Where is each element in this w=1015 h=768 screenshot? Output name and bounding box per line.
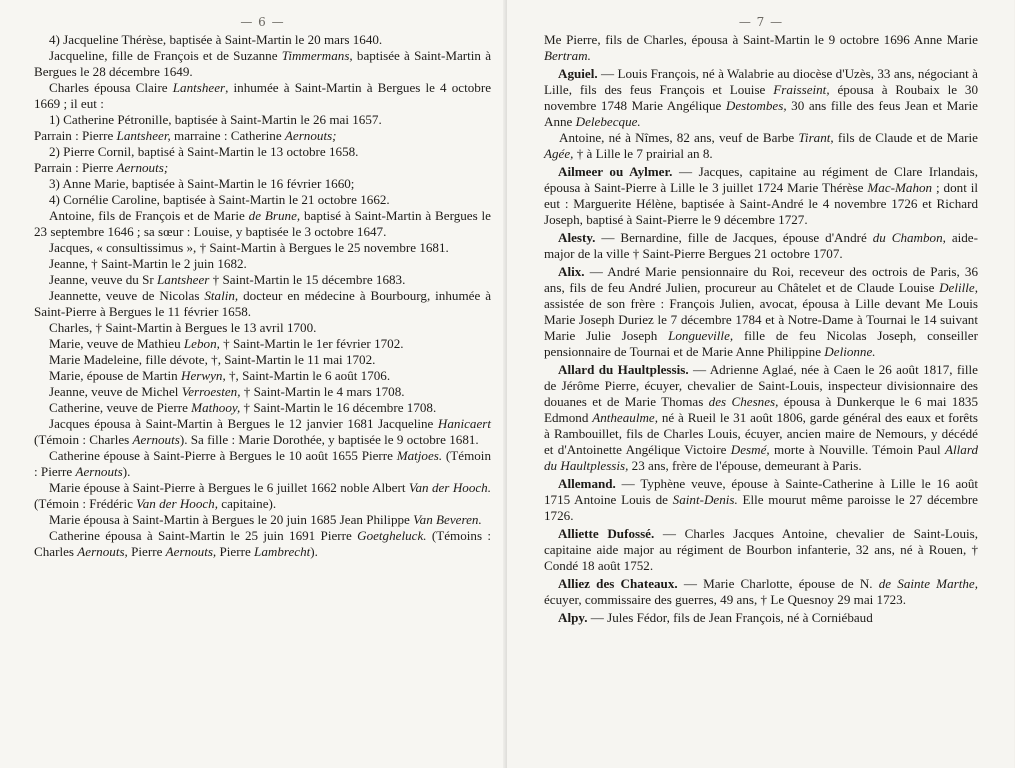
italic-name: Lambrecht <box>254 544 311 559</box>
text-run: écuyer, commissaire des guerres, 49 ans, † Le Quesnoy 29 mai 1723. <box>544 592 907 607</box>
text-run: (Témoin : Charles <box>34 432 133 447</box>
left-page <box>0 0 507 768</box>
italic-name: Lantsheer <box>172 80 226 95</box>
text-run: Catherine, veuve de Pierre <box>49 400 192 415</box>
italic-name: Stalin, <box>204 288 239 303</box>
family-headword: Ailmeer ou Aylmer. <box>558 164 673 179</box>
text-run: Antoine, fils de François et de Marie <box>49 208 249 223</box>
paragraph <box>544 32 978 64</box>
paragraph <box>34 400 491 416</box>
text-run: Jacques, « consultissimus », † Saint-Martin à Bergues le 25 novembre 1681. <box>49 240 449 255</box>
genealogy-entry <box>544 230 978 262</box>
family-headword: Alpy. <box>558 610 588 625</box>
italic-name: Aernouts <box>132 432 180 447</box>
text-run: Catherine épousa à Saint-Martin le 25 juin 1691 Pierre <box>49 528 358 543</box>
italic-name: Hanicaert <box>437 416 491 431</box>
text-run: † à Lille le 7 prairial an 8. <box>573 146 713 161</box>
italic-name: Van der Hooch, <box>136 496 218 511</box>
italic-name: Fraisseint, <box>773 82 830 97</box>
italic-name: Longueville, <box>668 328 734 343</box>
text-run: Antoine, né à Nîmes, 82 ans, veuf de Barbe <box>559 130 799 145</box>
paragraph <box>34 144 491 160</box>
paragraph <box>34 240 491 256</box>
italic-name: Mathooy, <box>191 400 241 415</box>
page-text <box>34 32 491 560</box>
genealogy-entry <box>544 66 978 130</box>
genealogy-entry <box>544 526 978 574</box>
text-run: †, Saint-Martin le 6 août 1706. <box>225 368 391 383</box>
genealogy-entry <box>544 576 978 608</box>
italic-name: Mac-Mahon <box>867 180 933 195</box>
italic-name: Lantsheer <box>157 272 210 287</box>
italic-name: Tirant, <box>798 130 834 145</box>
text-run: Pierre <box>127 544 166 559</box>
text-run: Marie Madeleine, fille dévote, †, Saint-Martin le 11 mai 1702. <box>49 352 376 367</box>
text-run: Jeanne, veuve de Michel <box>49 384 182 399</box>
italic-name: de Brune, <box>248 208 301 223</box>
family-headword: Alliette Dufossé. <box>558 526 655 541</box>
italic-name: des Chesnes, <box>708 394 779 409</box>
paragraph <box>34 208 491 240</box>
paragraph <box>34 160 491 176</box>
paragraph <box>34 384 491 400</box>
italic-name: de Sainte Marthe, <box>878 576 979 591</box>
paragraph <box>34 48 491 80</box>
paragraph <box>544 130 978 162</box>
italic-name: Aernouts, <box>165 544 217 559</box>
paragraph <box>34 272 491 288</box>
text-run: — Jules Fédor, fils de Jean François, né à Corniébaud <box>587 610 873 625</box>
page-number: — 6 — <box>240 15 285 29</box>
text-run: 1) Catherine Pétronille, baptisée à Saint-Martin le 26 mai 1657. <box>49 112 382 127</box>
genealogy-entry <box>544 164 978 228</box>
text-run: (Témoin : Frédéric <box>34 496 137 511</box>
text-run: † Saint-Martin le 16 décembre 1708. <box>240 400 437 415</box>
text-run: 23 ans, frère de l'épouse, demeurant à Paris. <box>628 458 862 473</box>
text-run: Charles, † Saint-Martin à Bergues le 13 avril 1700. <box>49 320 317 335</box>
text-run: — Louis François, né à Walabrie au diocèse d'Uzès, 33 ans, négociant à Lille, fils des feus François et Louise <box>544 66 978 97</box>
paragraph <box>34 352 491 368</box>
italic-name: Van Beveren. <box>413 512 482 527</box>
text-run: , inhumée à Saint-Martin à Bergues le 4 octobre 1669 ; il eut : <box>34 80 492 111</box>
paragraph <box>34 192 491 208</box>
text-run: morte à Nouville. Témoin Paul <box>769 442 946 457</box>
text-run: Me Pierre, fils de Charles, épousa à Saint-Martin le 9 octobre 1696 Anne Marie <box>544 32 978 47</box>
text-run: né à Rueil le 31 août 1806, garde général des eaux et forêts à Rambouillet, fils de Charles Louis, écuyer, ancien maire de Nemours, y décédé et d'Antoinette Angélique Victoire <box>544 410 978 457</box>
text-run: Charles épousa Claire <box>49 80 173 95</box>
text-run: baptisée à Saint-Martin à Bergues le 28 décembre 1649. <box>34 48 492 79</box>
text-run: (Témoins : Charles <box>34 528 491 559</box>
text-run: ). <box>310 544 318 559</box>
text-run: 4) Jacqueline Thérèse, baptisée à Saint-Martin le 20 mars 1640. <box>49 32 383 47</box>
page-number: — 7 — <box>738 15 784 29</box>
paragraph <box>34 528 491 560</box>
right-page <box>507 0 1014 768</box>
genealogy-entry <box>544 264 978 360</box>
italic-name: du Chambon, <box>872 230 946 245</box>
text-run: — Adrienne Aglaé, née à Caen le 26 août 1817, fille de Jérôme Pierre, écuyer, chevalier de Saint-Louis, inspecteur divisionnaire des douanes et de Marie Thomas <box>544 362 978 409</box>
text-run: Marie épousa à Saint-Martin à Bergues le 20 juin 1685 Jean Philippe <box>49 512 414 527</box>
italic-name: Lebon, <box>183 336 220 351</box>
family-headword: Alix. <box>558 264 585 279</box>
italic-name: Saint-Denis. <box>672 492 738 507</box>
text-run: Parrain : Pierre <box>34 160 117 175</box>
text-run: 30 ans fille des feus Jean et Marie Anne <box>544 98 978 129</box>
family-headword: Allard du Haultplessis. <box>558 362 689 377</box>
text-run: docteur en médecine à Bourbourg, inhumée à Saint-Pierre à Bergues le 11 février 1658. <box>34 288 492 319</box>
italic-name: Delionne. <box>824 344 876 359</box>
text-run: — Jacques, capitaine au régiment de Clare Irlandais, épousa à Saint-Pierre à Lille le 3 juillet 1724 Marie Thérèse <box>544 164 978 195</box>
italic-name: Lantsheer, <box>116 128 171 143</box>
paragraph <box>34 256 491 272</box>
paragraph <box>34 176 491 192</box>
italic-name: Matjoes. <box>396 448 443 463</box>
text-run: aide-major de la ville † Saint-Pierre Bergues 21 octobre 1707. <box>544 230 978 261</box>
text-run: capitaine). <box>218 496 277 511</box>
text-run: Pierre <box>216 544 255 559</box>
family-headword: Aguiel. <box>558 66 598 81</box>
italic-name: Aernouts; <box>116 160 169 175</box>
text-run: † Saint-Martin le 15 décembre 1683. <box>209 272 406 287</box>
italic-name: Verroesten, <box>181 384 241 399</box>
text-run: ). Sa fille : Marie Dorothée, y baptisée le 9 octobre 1681. <box>179 432 479 447</box>
text-run: fille de feu Nicolas Joseph, conseiller pensionnaire de Tournai et de Marie Anne Philippine <box>544 328 978 359</box>
italic-name: Aernouts; <box>284 128 337 143</box>
italic-name: Van der Hooch. <box>408 480 491 495</box>
italic-name: Aernouts, <box>77 544 128 559</box>
page-text <box>544 32 978 626</box>
text-run: 3) Anne Marie, baptisée à Saint-Martin le 16 février 1660; <box>49 176 355 191</box>
italic-name: Destombes, <box>725 98 787 113</box>
text-run: baptisé à Saint-Martin à Bergues le 23 septembre 1646 ; sa sœur : Louise, y baptisée le 3 octobre 1647. <box>34 208 491 239</box>
family-headword: Alesty. <box>558 230 596 245</box>
text-run: † Saint-Martin le 1er février 1702. <box>219 336 404 351</box>
paragraph <box>34 368 491 384</box>
text-run: — Marie Charlotte, épouse de N. <box>677 576 879 591</box>
paragraph <box>34 512 491 528</box>
text-run: Jacqueline, fille de François et de Suzanne <box>49 48 282 63</box>
paragraph <box>34 112 491 128</box>
italic-name: Allard du Haultplessis, <box>544 442 978 473</box>
text-run: 4) Cornélie Caroline, baptisée à Saint-Martin le 21 octobre 1662. <box>49 192 390 207</box>
text-run: Elle mourut même paroisse le 27 décembre 1726. <box>544 492 978 523</box>
text-run: épousa à Dunkerque le 6 mai 1835 Edmond <box>544 394 978 425</box>
genealogy-entry <box>544 610 978 626</box>
text-run: 2) Pierre Cornil, baptisé à Saint-Martin le 13 octobre 1658. <box>49 144 359 159</box>
family-headword: Allemand. <box>558 476 616 491</box>
text-run: † Saint-Martin le 4 mars 1708. <box>240 384 405 399</box>
text-run: Jacques épousa à Saint-Martin à Bergues le 12 janvier 1681 Jacqueline <box>49 416 438 431</box>
paragraph <box>34 416 491 448</box>
paragraph <box>34 448 491 480</box>
italic-name: Goetgheluck. <box>357 528 427 543</box>
paragraph <box>34 480 491 512</box>
paragraph <box>34 32 491 48</box>
italic-name: Agée, <box>544 146 574 161</box>
text-run: — Typhène veuve, épouse à Sainte-Catherine à Lille le 16 août 1715 Antoine Louis de <box>544 476 978 507</box>
text-run: assistée de son frère : François Julien, avocat, épousa à Lille devant Me Louis Marie Joseph Duriez le 7 décembre 1784 et à Notre-Dame à Tournai le 14 suivant Marie Julie Joseph <box>544 296 978 343</box>
text-run: (Témoin : Pierre <box>34 448 491 479</box>
italic-name: Timmermans, <box>281 48 353 63</box>
italic-name: Antheaulme, <box>592 410 659 425</box>
text-run: — André Marie pensionnaire du Roi, receveur des octrois de Paris, 36 ans, fils de feu André Julien, procureur au Châtelet et de Claude Louise <box>544 264 978 295</box>
genealogy-entry <box>544 362 978 474</box>
paragraph <box>34 128 491 144</box>
italic-name: Delebecque. <box>575 114 641 129</box>
paragraph <box>34 288 491 320</box>
text-run: Jeanne, † Saint-Martin le 2 juin 1682. <box>49 256 247 271</box>
text-run: Jeanne, veuve du Sr <box>49 272 157 287</box>
text-run: Marie, veuve de Mathieu <box>49 336 184 351</box>
text-run: — Bernardine, fille de Jacques, épouse d'André <box>595 230 873 245</box>
text-run: fils de Claude et de Marie <box>833 130 978 145</box>
text-run: Catherine épouse à Saint-Pierre à Bergues le 10 août 1655 Pierre <box>49 448 397 463</box>
text-run: épousa à Roubaix le 30 novembre 1748 Marie Angélique <box>544 82 979 113</box>
italic-name: Herwyn, <box>181 368 226 383</box>
text-run: Marie, épouse de Martin <box>49 368 181 383</box>
paragraph <box>34 320 491 336</box>
family-headword: Alliez des Chateaux. <box>558 576 678 591</box>
paragraph <box>34 80 491 112</box>
italic-name: Desmé, <box>730 442 770 457</box>
italic-name: Delille, <box>939 280 978 295</box>
italic-name: Aernouts <box>75 464 123 479</box>
italic-name: Bertram. <box>544 48 591 63</box>
genealogy-entry <box>544 476 978 524</box>
paragraph <box>34 336 491 352</box>
text-run: ). <box>122 464 131 479</box>
text-run: marraine : Catherine <box>170 128 285 143</box>
text-run: Marie épouse à Saint-Pierre à Bergues le 6 juillet 1662 noble Albert <box>49 480 409 495</box>
text-run: ; dont il eut : Marguerite Hélène, baptisée à Saint-André le 4 novembre 1726 et Richard Joseph, baptisé à Saint-Pierre le 9 décembre 1727. <box>544 180 979 227</box>
text-run: — Charles Jacques Antoine, chevalier de Saint-Louis, capitaine aide major au régiment de Bourbon infanterie, 32 ans, né à Rouen, † Condé 18 août 1752. <box>544 526 978 573</box>
text-run: Jeannette, veuve de Nicolas <box>49 288 205 303</box>
text-run: Parrain : Pierre <box>34 128 117 143</box>
